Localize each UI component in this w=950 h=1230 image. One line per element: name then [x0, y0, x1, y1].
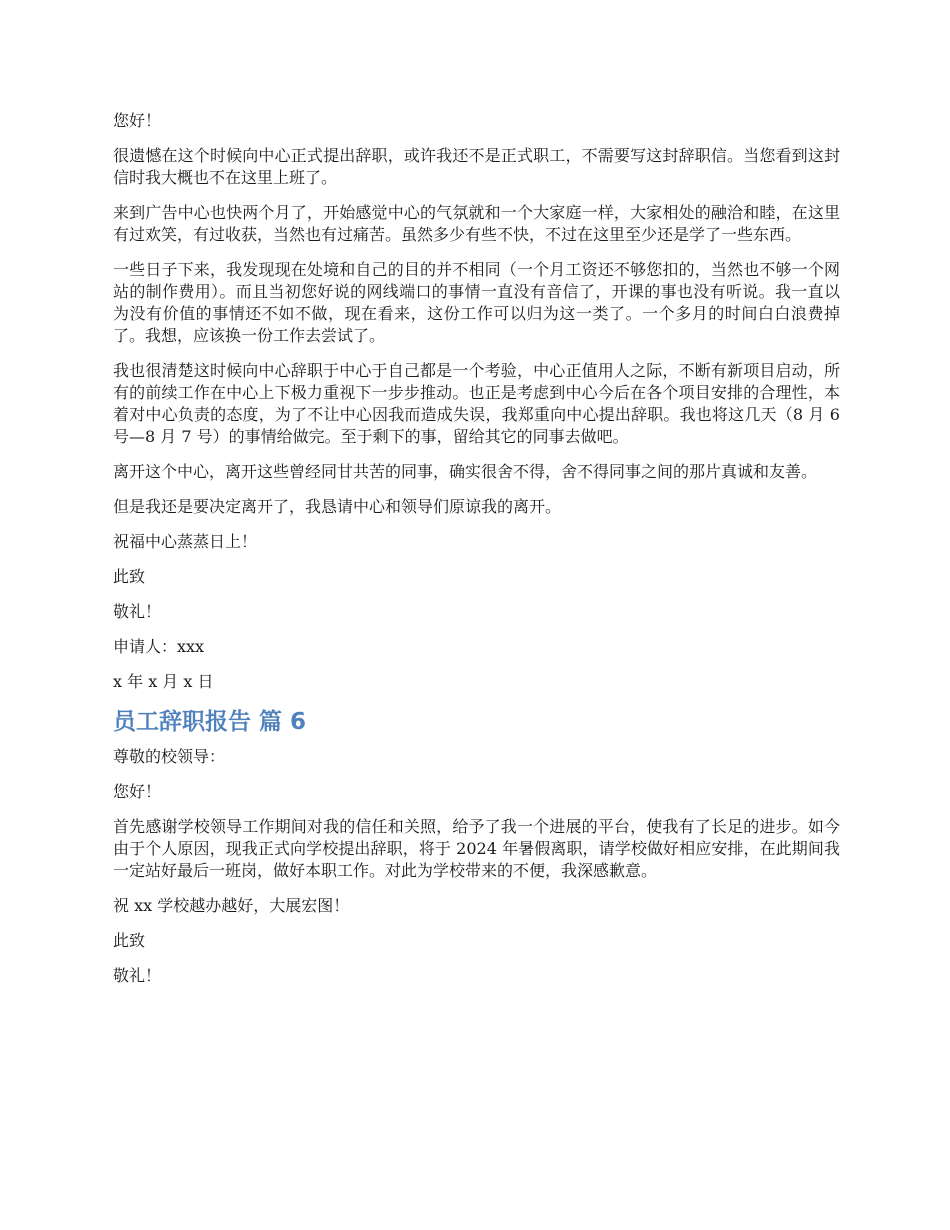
body-paragraph: 一些日子下来，我发现现在处境和自己的目的并不相同（一个月工资还不够您扣的，当然也不够一个网站的制作费用）。而且当初您好说的网线端口的事情一直没有音信了，开课的事也没有听说。我一直以为没有价值的事情还不如不做，现在看来，这份工作可以归为这一类了。一个多月的时间白白浪费掉了。我想，应该换一份工作去尝试了。 — [113, 260, 840, 345]
body-paragraph: 但是我还是要决定离开了，我恳请中心和领导们原谅我的离开。 — [113, 497, 562, 516]
body-paragraph: 来到广告中心也快两个月了，开始感觉中心的气氛就和一个大家庭一样，大家相处的融洽和睦，在这里有过欢笑，有过收获，当然也有过痛苦。虽然多少有些不快，不过在这里至少还是学了一些东西。 — [113, 203, 840, 244]
salutation-line: 敬礼！ — [113, 602, 162, 621]
section-heading: 员工辞职报告 篇 6 — [113, 709, 307, 735]
resignation-letter-section-two — [113, 746, 840, 987]
document-page — [113, 110, 840, 1000]
date-line: x 年 x 月 x 日 — [113, 672, 214, 691]
body-paragraph: 离开这个中心，离开这些曾经同甘共苦的同事，确实很舍不得，舍不得同事之间的那片真诚和友善。 — [113, 462, 818, 481]
applicant-line: 申请人：xxx — [113, 637, 205, 656]
body-paragraph: 首先感谢学校领导工作期间对我的信任和关照，给予了我一个进展的平台，使我有了长足的进步。如今由于个人原因，现我正式向学校提出辞职，将于 2024 年暑假离职，请学校做好相应安排，在此期间我一定站好最后一班岗，做好本职工作。对此为学校带来的不便，我深感歉意。 — [113, 817, 840, 880]
salutation-line: 敬礼！ — [113, 966, 162, 985]
closing-line: 此致 — [113, 931, 146, 950]
body-paragraph: 我也很清楚这时候向中心辞职于中心于自己都是一个考验，中心正值用人之际，不断有新项目启动，所有的前续工作在中心上下极力重视下一步步推动。也正是考虑到中心今后在各个项目安排的合理性，本着对中心负责的态度，为了不让中心因我而造成失误，我郑重向中心提出辞职。我也将这几天（8 月 6 号—8 月 7 号）的事情给做完。至于剩下的事，留给其它的同事去做吧。 — [113, 361, 840, 446]
closing-line: 此致 — [113, 567, 146, 586]
addressee-line: 尊敬的校领导： — [113, 747, 226, 766]
greeting: 您好！ — [113, 782, 162, 801]
blessing-line: 祝福中心蒸蒸日上！ — [113, 532, 258, 551]
resignation-letter-section-one — [113, 110, 840, 693]
body-paragraph: 很遗憾在这个时候向中心正式提出辞职，或许我还不是正式职工，不需要写这封辞职信。当您看到这封信时我大概也不在这里上班了。 — [113, 146, 840, 187]
greeting: 您好！ — [113, 111, 162, 130]
blessing-line: 祝 xx 学校越办越好，大展宏图！ — [113, 896, 350, 915]
